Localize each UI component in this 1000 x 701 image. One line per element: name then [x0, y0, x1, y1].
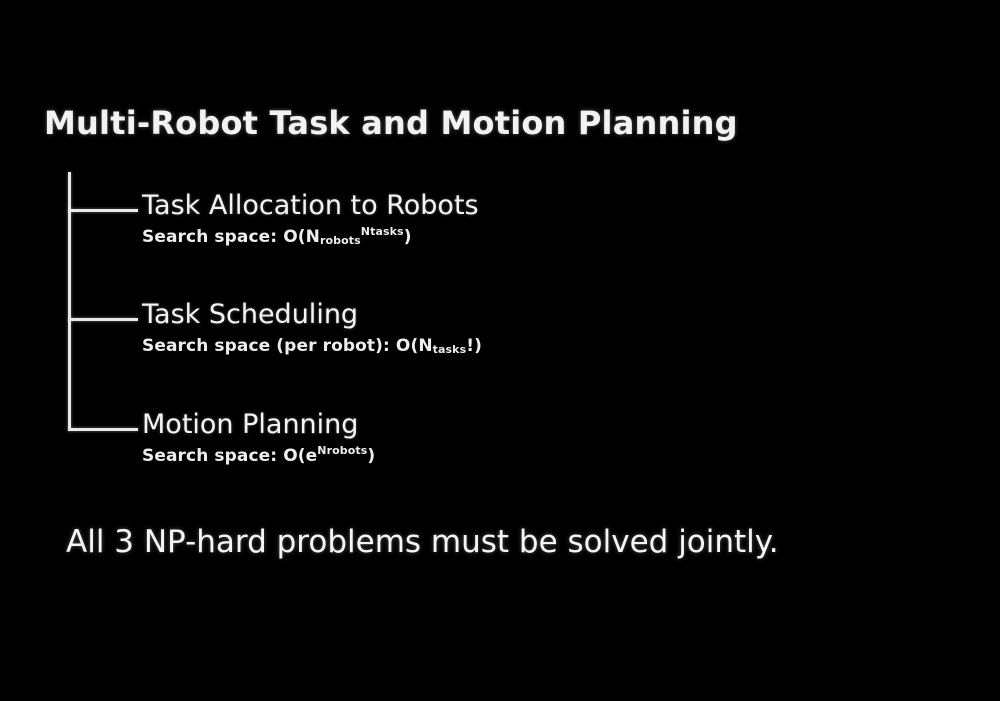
conclusion-text: All 3 NP-hard problems must be solved jointly. [66, 524, 779, 560]
node-subtext-prefix: Search space (per robot): O(N [142, 336, 433, 357]
tree-node-motion-planning [142, 409, 375, 466]
page-title: Multi-Robot Task and Motion Planning [44, 104, 738, 142]
tree-node-task-allocation [142, 190, 479, 247]
tree-branch-line-1 [68, 209, 138, 212]
node-subtext [142, 225, 479, 247]
tree-branch-line-3 [68, 428, 138, 431]
node-subtext [142, 334, 482, 356]
node-label: Motion Planning [142, 409, 359, 440]
node-subtext-suffix: ) [403, 227, 412, 248]
tree-node-task-scheduling [142, 299, 482, 356]
node-label: Task Scheduling [142, 299, 359, 330]
node-subtext-suffix: ) [367, 446, 376, 467]
node-subtext-suffix: !) [466, 336, 482, 357]
node-label: Task Allocation to Robots [142, 190, 479, 221]
node-subtext-prefix: Search space: O(e [142, 446, 318, 467]
tree-branch-line-2 [68, 318, 138, 321]
node-subtext [142, 444, 375, 466]
node-subtext-superscript: Nrobots [317, 444, 368, 458]
node-subtext-prefix: Search space: O(N [142, 227, 320, 248]
node-subtext-superscript: Ntasks [360, 225, 404, 239]
node-subtext-subscript: tasks [432, 343, 467, 357]
node-subtext-subscript: robots [319, 234, 361, 248]
